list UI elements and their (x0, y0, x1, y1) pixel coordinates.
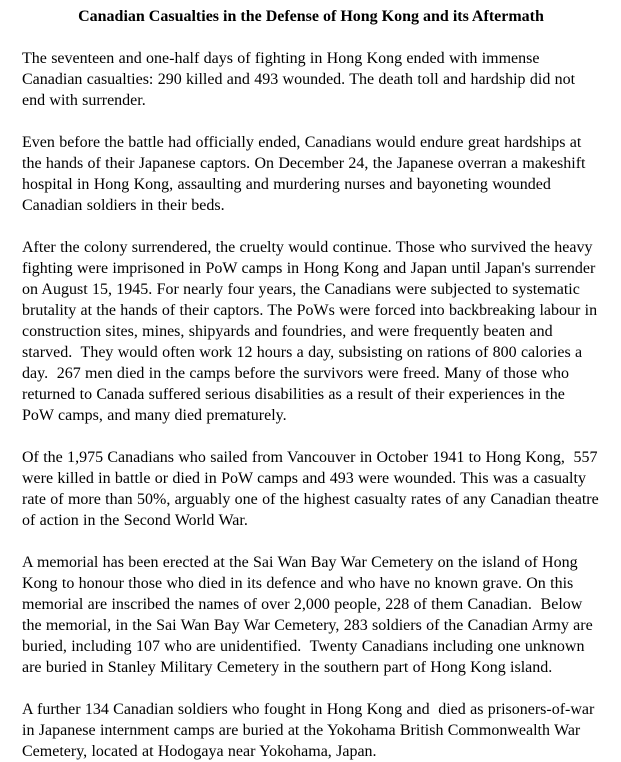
paragraph-casualty-summary: The seventeen and one-half days of fighting in Hong Kong ended with immense Canadian casualties: 290 killed and 493 wounded. The death toll and hardship did not end with surrender. (22, 50, 580, 109)
paragraph-yokohama-cemetery: A further 134 Canadian soldiers who fought in Hong Kong and died as prisoners-of-war in Japanese internment camps are buried at the Yokohama British Commonwealth War Cemetery, located at Hodogaya near Yokohama, Japan. (22, 701, 599, 760)
paragraph-pow-camps: After the colony surrendered, the cruelty would continue. Those who survived the heavy fighting were imprisoned in PoW camps in Hong Kong and Japan until Japan's surrender on August 15, 1945. For nearly four years, the Canadians were subjected to systematic brutality at the hands of their captors. The PoWs were forced into backbreaking labour in construction sites, mines, shipyards and foundries, and were frequently beaten and starved. They would often work 12 hours a day, subsisting on rations of 800 calories a day. 267 men died in the camps before the survivors were freed. Many of those who returned to Canada suffered serious disabilities as a result of their experiences in the PoW camps, and many died prematurely. (22, 239, 602, 424)
paragraph-casualty-rate: Of the 1,975 Canadians who sailed from Vancouver in October 1941 to Hong Kong, 557 were killed in battle or died in PoW camps and 493 were wounded. This was a casualty rate of more than 50%, arguably one of the highest casualty rates of any Canadian theatre of action in the Second World War. (22, 449, 604, 529)
paragraph-sai-wan-memorial: A memorial has been erected at the Sai Wan Bay War Cemetery on the island of Hong Kong to honour those who died in its defence and who have no known grave. On this memorial are inscribed the names of over 2,000 people, 228 of them Canadian. Below the memorial, in the Sai Wan Bay War Cemetery, 283 soldiers of the Canadian Army are buried, including 107 who are unidentified. Twenty Canadians including one unknown are buried in Stanley Military Cemetery in the southern part of Hong Kong island. (22, 554, 597, 676)
document-title: Canadian Casualties in the Defense of Hong Kong and its Aftermath (78, 8, 544, 25)
paragraph-hospital-atrocity: Even before the battle had officially ended, Canadians would endure great hardships at the hands of their Japanese captors. On December 24, the Japanese overran a makeshift hospital in Hong Kong, assaulting and murdering nurses and bayoneting wounded Canadian soldiers in their beds. (22, 134, 590, 214)
